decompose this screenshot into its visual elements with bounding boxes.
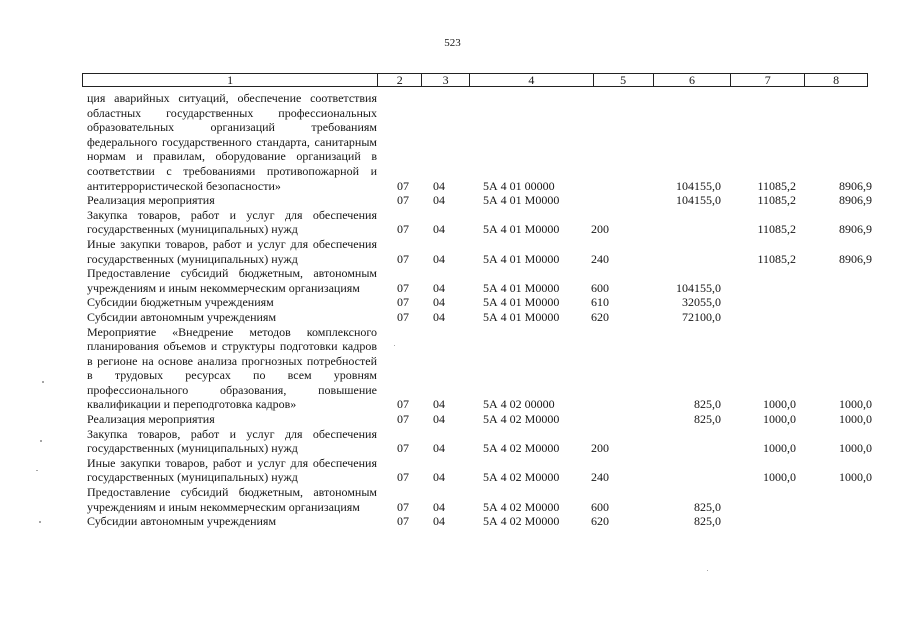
row-expense-type: 200 (591, 222, 609, 237)
row-amount-3: 8906,9 (839, 222, 872, 237)
row-amount-2: 11085,2 (757, 193, 796, 208)
row-amount-2: 1000,0 (763, 397, 796, 412)
header-col-4: 4 (470, 74, 594, 86)
table-row (87, 456, 877, 485)
row-description: Закупка товаров, работ и услуг для обеспечения государственных (муниципальных) нужд (87, 207, 377, 237)
scan-speck (707, 570, 708, 571)
row-target-article: 5А 4 02 М0000 (483, 470, 560, 485)
row-amount-3: 8906,9 (839, 178, 872, 193)
row-subsection: 04 (433, 470, 445, 485)
row-target-article: 5А 4 02 М0000 (483, 514, 560, 529)
row-amount-3: 1000,0 (839, 397, 872, 412)
row-section: 07 (397, 514, 409, 529)
table-header (82, 73, 868, 87)
row-amount-2: 11085,2 (757, 178, 796, 193)
row-section: 07 (397, 222, 409, 237)
row-amount-1: 32055,0 (682, 295, 721, 310)
row-subsection: 04 (433, 280, 445, 295)
row-subsection: 04 (433, 441, 445, 456)
table-row (87, 237, 877, 266)
row-subsection: 04 (433, 295, 445, 310)
row-amount-3: 8906,9 (839, 251, 872, 266)
scan-speck (36, 470, 38, 471)
row-amount-2: 1000,0 (763, 412, 796, 427)
row-target-article: 5А 4 01 00000 (483, 178, 555, 193)
row-description: Иные закупки товаров, работ и услуг для обеспечения государственных (муниципальных) нужд (87, 236, 377, 266)
row-description: Иные закупки товаров, работ и услуг для обеспечения государственных (муниципальных) нужд (87, 455, 377, 485)
row-section: 07 (397, 499, 409, 514)
row-amount-1: 104155,0 (676, 280, 721, 295)
row-target-article: 5А 4 02 М0000 (483, 441, 560, 456)
row-amount-1: 104155,0 (676, 193, 721, 208)
page-number: 523 (444, 37, 461, 49)
row-amount-1: 104155,0 (676, 178, 721, 193)
row-amount-1: 825,0 (694, 499, 721, 514)
header-col-7: 7 (731, 74, 805, 86)
header-col-2: 2 (378, 74, 422, 86)
row-expense-type: 610 (591, 295, 609, 310)
table-row (87, 310, 877, 325)
row-amount-2: 1000,0 (763, 470, 796, 485)
table-row (87, 295, 877, 310)
table-body (87, 91, 877, 529)
header-col-6: 6 (654, 74, 732, 86)
row-description: Закупка товаров, работ и услуг для обеспечения государственных (муниципальных) нужд (87, 426, 377, 456)
row-subsection: 04 (433, 309, 445, 324)
table-row (87, 91, 877, 193)
row-description: Субсидии автономным учреждениям (87, 514, 277, 529)
row-expense-type: 200 (591, 441, 609, 456)
row-amount-1: 72100,0 (682, 309, 721, 324)
row-expense-type: 240 (591, 470, 609, 485)
row-subsection: 04 (433, 397, 445, 412)
row-subsection: 04 (433, 251, 445, 266)
table-row (87, 514, 877, 529)
row-section: 07 (397, 309, 409, 324)
row-amount-3: 1000,0 (839, 412, 872, 427)
row-target-article: 5А 4 01 М0000 (483, 280, 560, 295)
row-subsection: 04 (433, 222, 445, 237)
row-description: ция аварийных ситуаций, обеспечение соответствия областных государственных профессиональных образовательных организаций требованиям федерального государственного стандарта, санитарным нормам и правилам, оборудование организаций в соответствии с требованиями противопожарной и антитеррористической безопасности» (87, 91, 377, 193)
row-amount-1: 825,0 (694, 397, 721, 412)
row-amount-3: 1000,0 (839, 470, 872, 485)
row-target-article: 5А 4 01 М0000 (483, 309, 560, 324)
row-amount-3: 8906,9 (839, 193, 872, 208)
row-subsection: 04 (433, 412, 445, 427)
row-target-article: 5А 4 01 М0000 (483, 193, 560, 208)
scan-speck (394, 345, 395, 346)
row-section: 07 (397, 470, 409, 485)
row-description: Реализация мероприятия (87, 412, 215, 427)
row-section: 07 (397, 441, 409, 456)
scan-speck (40, 440, 42, 442)
row-amount-3: 1000,0 (839, 441, 872, 456)
header-col-1: 1 (83, 74, 378, 86)
row-description: Предоставление субсидий бюджетным, автономным учреждениям и иным некоммерческим организациям (87, 485, 377, 514)
scan-speck (39, 521, 41, 523)
row-subsection: 04 (433, 178, 445, 193)
row-section: 07 (397, 295, 409, 310)
header-col-8: 8 (833, 73, 840, 87)
row-target-article: 5А 4 01 М0000 (483, 295, 560, 310)
row-target-article: 5А 4 01 М0000 (483, 222, 560, 237)
row-subsection: 04 (433, 193, 445, 208)
row-section: 07 (397, 178, 409, 193)
row-amount-2: 11085,2 (757, 222, 796, 237)
row-description: Реализация мероприятия (87, 193, 215, 208)
row-description: Мероприятие «Внедрение методов комплексного планирования объемов и структуры подготовки кадров в регионе на основе анализа прогнозных потребностей в трудовых ресурсах по всем уровням профессионального образования, повышение квалификации и переподготовка кадров» (87, 324, 377, 412)
row-description: Субсидии автономным учреждениям (87, 309, 277, 324)
row-section: 07 (397, 412, 409, 427)
row-subsection: 04 (433, 514, 445, 529)
row-subsection: 04 (433, 499, 445, 514)
row-amount-1: 825,0 (694, 412, 721, 427)
row-amount-2: 1000,0 (763, 441, 796, 456)
row-target-article: 5А 4 02 М0000 (483, 499, 560, 514)
row-expense-type: 620 (591, 309, 609, 324)
row-expense-type: 600 (591, 280, 609, 295)
row-expense-type: 620 (591, 514, 609, 529)
row-amount-1: 825,0 (694, 514, 721, 529)
row-target-article: 5А 4 02 М0000 (483, 412, 560, 427)
row-target-article: 5А 4 02 00000 (483, 397, 555, 412)
row-description: Предоставление субсидий бюджетным, автономным учреждениям и иным некоммерческим организациям (87, 266, 377, 295)
table-row (87, 266, 877, 295)
row-section: 07 (397, 193, 409, 208)
row-target-article: 5А 4 01 М0000 (483, 251, 560, 266)
table-row (87, 412, 877, 427)
row-expense-type: 240 (591, 251, 609, 266)
scan-speck (42, 381, 44, 383)
row-amount-2: 11085,2 (757, 251, 796, 266)
table-row (87, 325, 877, 413)
table-row (87, 427, 877, 456)
header-col-3: 3 (422, 74, 470, 86)
row-section: 07 (397, 251, 409, 266)
row-description: Субсидии бюджетным учреждениям (87, 295, 274, 310)
table-row (87, 193, 877, 208)
table-row (87, 208, 877, 237)
header-col-5: 5 (594, 74, 654, 86)
row-section: 07 (397, 280, 409, 295)
row-expense-type: 600 (591, 499, 609, 514)
table-row (87, 485, 877, 514)
row-section: 07 (397, 397, 409, 412)
